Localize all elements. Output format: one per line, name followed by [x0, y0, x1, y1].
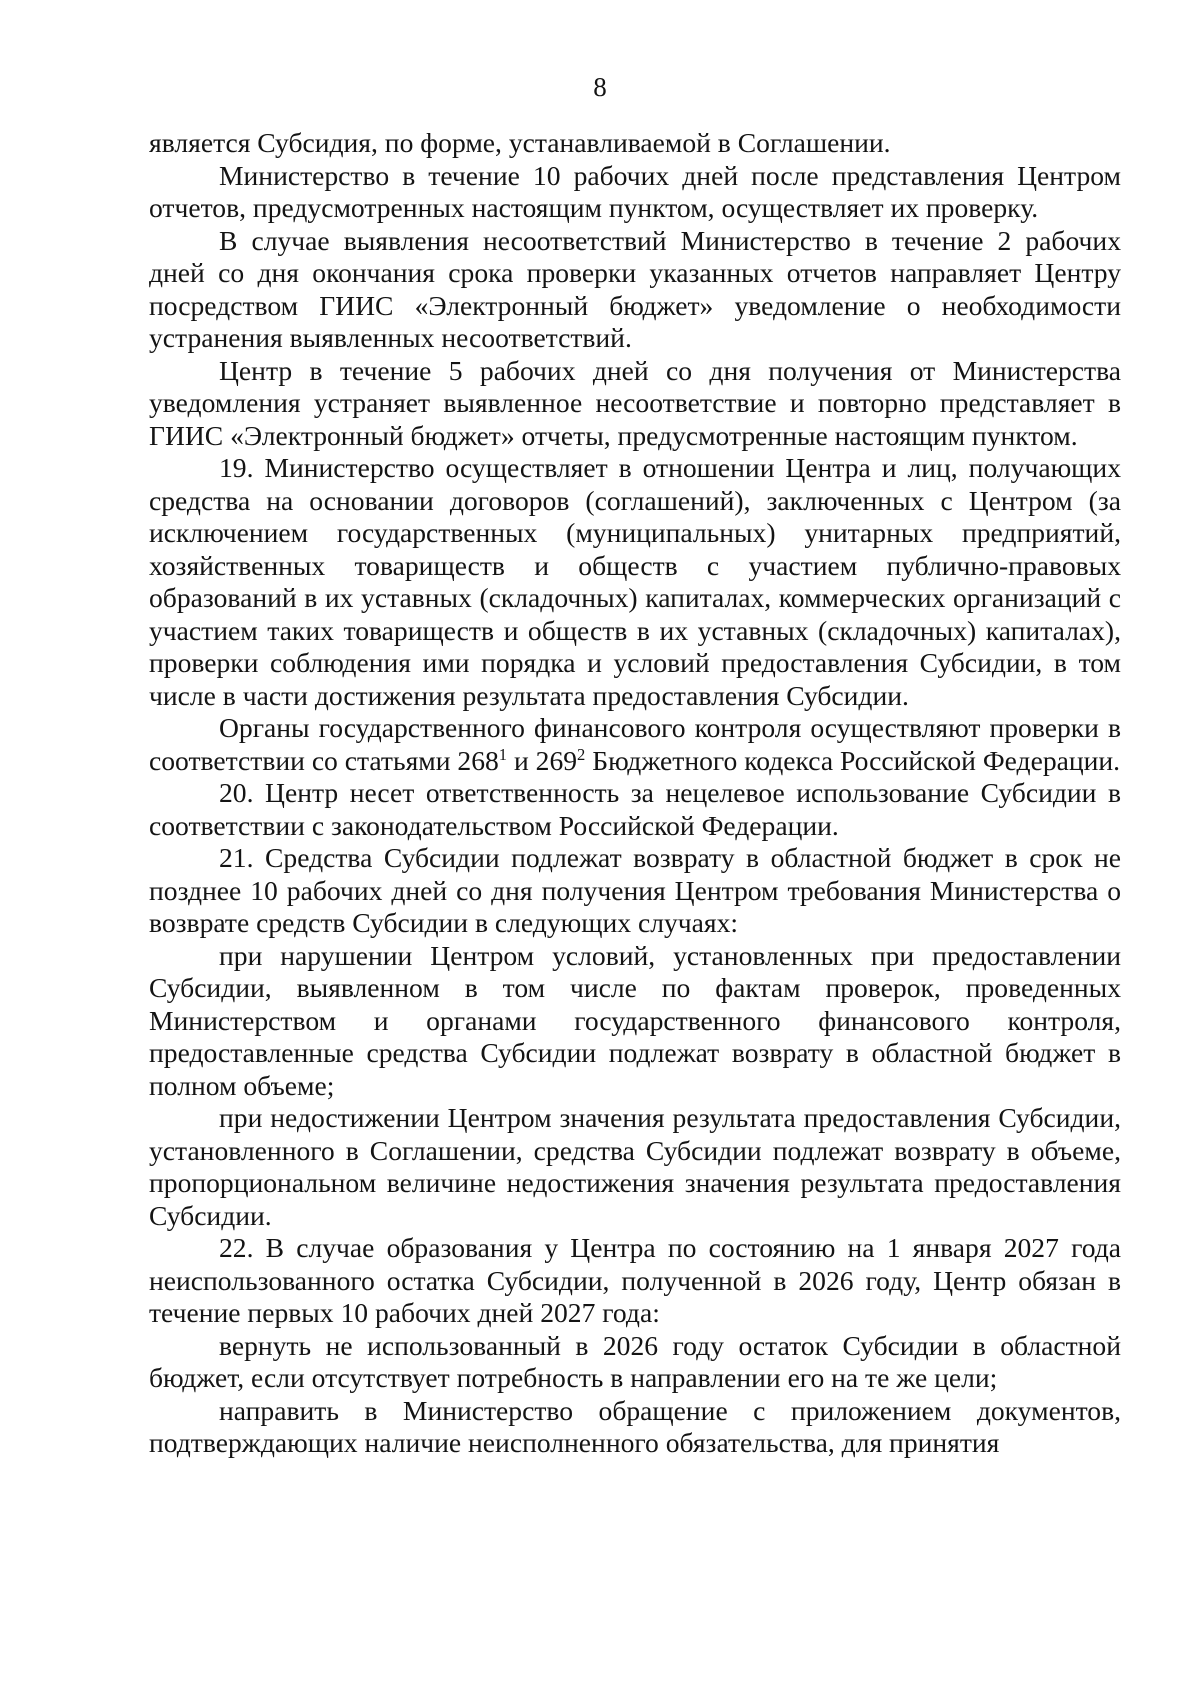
paragraph-financial-control — [149, 712, 1121, 777]
paragraph-continuation: является Субсидия, по форме, устанавливаемой в Соглашении. — [149, 127, 891, 158]
paragraph-send-request: направить в Министерство обращение с приложением документов, подтверждающих наличие неисполненного обязательства, для принятия — [149, 1394, 1121, 1458]
document-body — [149, 127, 1121, 1460]
financial-control-text-a: Органы государственного финансового контроля осуществляют проверки в соответствии со статьями 268 — [149, 712, 1121, 776]
superscript-2: 2 — [577, 744, 586, 764]
paragraph-violation-case: при нарушении Центром условий, установленных при предоставлении Субсидии, выявленном в том числе по фактам проверок, проведенных Министерством и органами государственного финансового контроля, предоставленные средства Субсидии подлежат возврату в областной бюджет в полном объеме; — [149, 939, 1121, 1101]
financial-control-text-b: и 269 — [507, 744, 578, 776]
paragraph-ministry-review: Министерство в течение 10 рабочих дней после представления Центром отчетов, предусмотренных настоящим пунктом, осуществляет их проверку. — [149, 159, 1121, 223]
superscript-1: 1 — [498, 744, 508, 764]
paragraph-center-correction: Центр в течение 5 рабочих дней со дня получения от Министерства уведомления устраняет выявленное несоответствие и повторно представляет в ГИИС «Электронный бюджет» отчеты, предусмотренные настоящим пунктом. — [149, 354, 1121, 451]
paragraph-nonconformity-notice: В случае выявления несоответствий Министерство в течение 2 рабочих дней со дня окончания срока проверки указанных отчетов направляет Центру посредством ГИИС «Электронный бюджет» уведомление о необходимости устранения выявленных несоответствий. — [149, 224, 1121, 353]
paragraph-nonachievement-case: при недостижении Центром значения результата предоставления Субсидии, установленного в Соглашении, средства Субсидии подлежат возврату в объеме, пропорциональном величине недостижения значения результата предоставления Субсидии. — [149, 1102, 1121, 1231]
paragraph-clause-19: 19. Министерство осуществляет в отношении Центра и лиц, получающих средства на основании договоров (соглашений), заключенных с Центром (за исключением государственных (муниципальных) унитарных предприятий, хозяйственных товариществ и обществ с участием публично-правовых образований в их уставных (складочных) капиталах, коммерческих организаций с участием таких товариществ и обществ в их уставных (складочных) капиталах), проверки соблюдения ими порядка и условий предоставления Субсидии, в том числе в части достижения результата предоставления Субсидии. — [149, 452, 1121, 711]
paragraph-clause-20: 20. Центр несет ответственность за нецелевое использование Субсидии в соответствии с законодательством Российской Федерации. — [149, 777, 1121, 841]
paragraph-clause-21: 21. Средства Субсидии подлежат возврату в областной бюджет в срок не позднее 10 рабочих дней со дня получения Центром требования Министерства о возврате средств Субсидии в следующих случаях: — [149, 842, 1121, 938]
paragraph-return-remainder: вернуть не использованный в 2026 году остаток Субсидии в областной бюджет, если отсутствует потребность в направлении его на те же цели; — [149, 1329, 1121, 1393]
page-number: 8 — [593, 72, 607, 102]
financial-control-text-c: Бюджетного кодекса Российской Федерации. — [585, 744, 1121, 776]
paragraph-clause-22: 22. В случае образования у Центра по состоянию на 1 января 2027 года неиспользованного остатка Субсидии, полученной в 2026 году, Центр обязан в течение первых 10 рабочих дней 2027 года: — [149, 1232, 1121, 1328]
